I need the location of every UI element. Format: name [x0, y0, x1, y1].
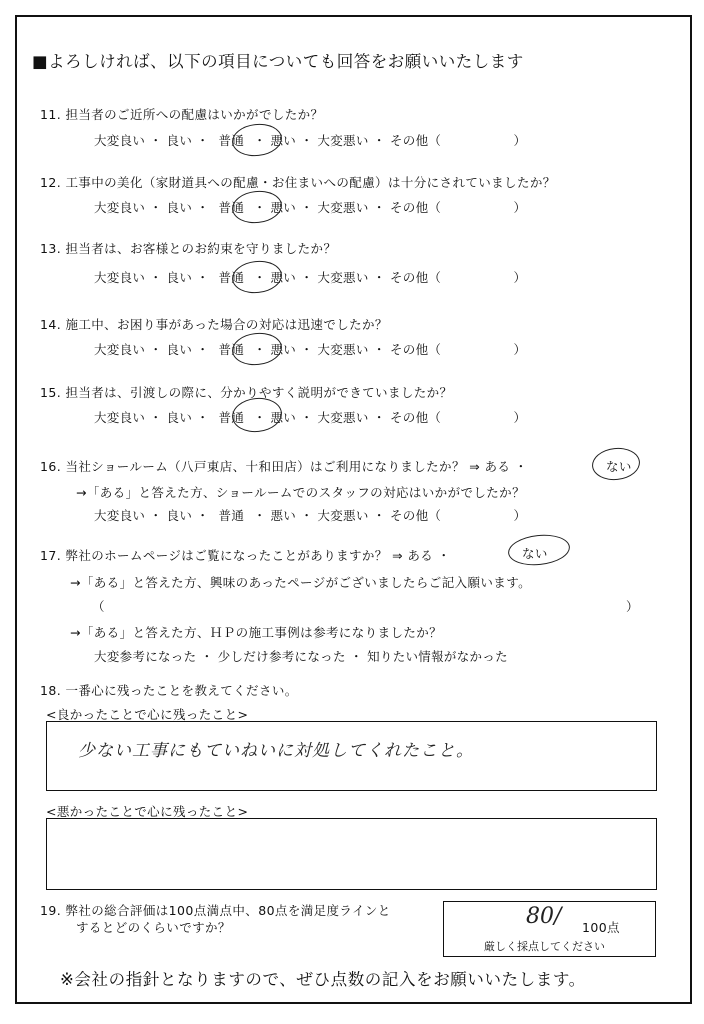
q16-answer-nai[interactable]: ない — [606, 459, 632, 474]
options-q13[interactable]: 大変良い ・ 良い ・ 普通 ・ 悪い ・ 大変悪い ・ その他（ ） — [94, 270, 527, 285]
options-q14[interactable]: 大変良い ・ 良い ・ 普通 ・ 悪い ・ 大変悪い ・ その他（ ） — [94, 342, 527, 357]
bad-answer-box[interactable] — [46, 818, 657, 890]
score-note: 厳しく採点してください — [484, 940, 605, 953]
question-18: 18. 一番心に残ったことを教えてください。 — [40, 683, 298, 698]
q17-paren-close: ） — [626, 599, 639, 614]
question-19-line1: 19. 弊社の総合評価は100点満点中、80点を満足度ラインと — [40, 903, 391, 918]
question-15: 15. 担当者は、引渡しの際に、分かりやすく説明ができていましたか？ — [40, 385, 453, 400]
score-handwritten: 80/ — [526, 904, 562, 929]
options-q12[interactable]: 大変良い ・ 良い ・ 普通 ・ 悪い ・ 大変悪い ・ その他（ ） — [94, 200, 527, 215]
question-12: 12. 工事中の美化（家財道具への配慮・お住まいへの配慮）は十分にされていましたか？ — [40, 175, 556, 190]
bad-label: <悪かったことで心に残ったこと> — [46, 804, 249, 819]
good-answer-text: 少ない工事にもていねいに対処してくれたこと。 — [78, 741, 474, 761]
options-q16[interactable]: 大変良い ・ 良い ・ 普通 ・ 悪い ・ 大変悪い ・ その他（ ） — [94, 508, 527, 523]
question-17: 17. 弊社のホームページはご覧になったことがありますか？ ⇒ ある ・ — [40, 548, 451, 563]
section-header: ■よろしければ、以下の項目についても回答をお願いいたします — [32, 52, 524, 71]
options-q15[interactable]: 大変良い ・ 良い ・ 普通 ・ 悪い ・ 大変悪い ・ その他（ ） — [94, 410, 527, 425]
question-14: 14. 施工中、お困り事があった場合の対応は迅速でしたか？ — [40, 317, 388, 332]
footer-note: ※会社の指針となりますので、ぜひ点数の記入をお願いいたします。 — [60, 970, 586, 989]
q17-paren-open: （ — [92, 599, 105, 614]
question-16-sub: →「ある」と答えた方、ショールームでのスタッフの対応はいかがでしたか？ — [76, 485, 525, 500]
options-q11[interactable]: 大変良い ・ 良い ・ 普通 ・ 悪い ・ 大変悪い ・ その他（ ） — [94, 133, 527, 148]
question-19-line2: するとどのくらいですか？ — [76, 920, 231, 935]
question-17-sub1: →「ある」と答えた方、興味のあったページがございましたらご記入願います。 — [70, 575, 531, 590]
question-16: 16. 当社ショールーム（八戸東店、十和田店）はご利用になりましたか？ ⇒ ある ・ — [40, 459, 528, 474]
options-q17[interactable]: 大変参考になった ・ 少しだけ参考になった ・ 知りたい情報がなかった — [94, 649, 508, 664]
question-13: 13. 担当者は、お客様とのお約束を守りましたか？ — [40, 241, 337, 256]
good-label: <良かったことで心に残ったこと> — [46, 707, 249, 722]
q17-answer-nai[interactable]: ない — [522, 546, 548, 561]
question-17-sub2: →「ある」と答えた方、ＨＰの施工事例は参考になりましたか？ — [70, 625, 443, 640]
question-11: 11. 担当者のご近所への配慮はいかがでしたか？ — [40, 107, 324, 122]
score-max: 100点 — [582, 920, 620, 935]
